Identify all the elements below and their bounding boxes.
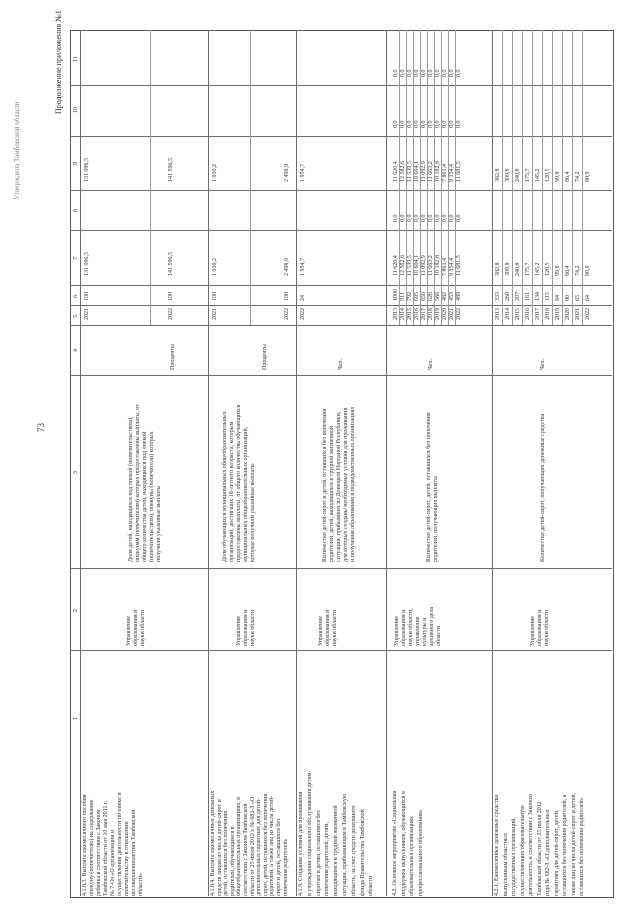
year-cell: 2021 (575, 308, 581, 320)
funding-regional-cell: 99,8 (555, 171, 561, 182)
funding-total-cell: 309,8 (505, 262, 511, 276)
measure-description: область, за счет средств резервного (350, 805, 357, 896)
measure-description: в учреждении социального обслуживания детям- (306, 770, 313, 896)
column-number: 9 (73, 162, 79, 165)
year-cell: 2015 (515, 308, 521, 320)
indicator-name: муниципальных общеобразовательных организаций, (243, 426, 249, 562)
funding-federal-cell: 0,0 (442, 214, 448, 222)
col-border (70, 650, 612, 651)
funding-regional-cell: 74,2 (575, 171, 581, 182)
funding-other-cell: 0,0 (400, 69, 406, 77)
year-cell: 2017 (421, 308, 427, 320)
indicator-name: получили указанные выплаты (156, 485, 162, 562)
subrow-border (512, 30, 513, 325)
funding-total-cell: 240,8 (515, 262, 521, 276)
measure-description: сирот и детей, оставшихся без (276, 818, 282, 896)
year-cell: 2021 (84, 308, 90, 320)
funding-federal-cell: 0,0 (393, 214, 399, 222)
year-cell: 2020 (565, 308, 571, 320)
indicator-name: общего количества детей, находящихся под опекой (142, 431, 148, 562)
funding-other-cell: 0,0 (456, 69, 462, 77)
unit-of-measure: Проценты (170, 343, 176, 370)
funding-federal-cell: 0,0 (407, 214, 413, 222)
indicator-value-cell: 792 (407, 292, 413, 301)
column-number: 3 (73, 471, 79, 474)
indicator-value-cell: 100 (168, 292, 174, 301)
indicator-name: Количество детей-сирот и детей, оставшихся без попечения (322, 408, 328, 562)
funding-total-cell: 1 030,2 (212, 258, 218, 276)
col-border (70, 305, 612, 306)
funding-total-cell: 11 663,2 (428, 255, 434, 276)
funding-total-cell: 11 092,9 (421, 255, 427, 276)
responsible-executor: образования и (537, 609, 543, 646)
funding-federal-cell: 0,0 (421, 214, 427, 222)
funding-federal-cell: 0,0 (435, 214, 441, 222)
funding-local-cell: 0,0 (428, 120, 434, 128)
indicator-value-cell: 65 (575, 295, 581, 301)
funding-total-cell: 12 582,6 (400, 255, 406, 276)
row-border (80, 30, 81, 896)
year-cell: 2013 (495, 308, 501, 320)
measure-description: образовательных организациях (409, 816, 415, 896)
funding-other-cell: 0,0 (435, 69, 441, 77)
measure-description: профессионального образования» (417, 809, 424, 896)
funding-other-cell: 0,0 (428, 69, 434, 77)
measure-description: 4.1.8.3. Выплата ежемесячного пособия (82, 794, 88, 896)
responsible-executor: Управление (318, 615, 324, 646)
indicator-name: и получения образования в подведомственных организациях (350, 406, 356, 562)
responsible-executor: науки области (140, 609, 146, 646)
indicator-name: опекунам (попечителям) которых предоставлены выплаты, от (135, 404, 141, 562)
responsible-executor: образования и (133, 609, 139, 646)
measure-description: выпускникам областных (502, 833, 509, 896)
indicator-name: (попечительством), опекуны (попечители) которых (149, 431, 155, 562)
funding-regional-cell: 11 620,4 (393, 161, 399, 182)
measure-description: сирот, детей, оставшихся без попечения (262, 793, 269, 896)
funding-regional-cell: 1 030,2 (212, 164, 218, 182)
funding-regional-cell: 11 681,5 (456, 161, 462, 182)
year-cell: 2020 (442, 308, 448, 320)
year-cell: 2019 (555, 308, 561, 320)
year-cell: 2021 (212, 308, 218, 320)
measure-description: также лиц из числа детей-сирот и детей, (570, 792, 577, 896)
funding-local-cell: 0,0 (393, 120, 399, 128)
year-cell: 2016 (525, 308, 531, 320)
funding-federal-cell: 0,0 (449, 214, 455, 222)
funding-total-cell: 80,9 (585, 265, 591, 276)
indicator-value-cell: 453 (449, 292, 455, 301)
year-cell: 2022 (300, 308, 306, 320)
subrow-border (582, 30, 583, 325)
measure-description: родителей, обучающимся в (229, 826, 236, 896)
responsible-executor: образования и (401, 609, 407, 646)
subrow-border (250, 30, 251, 325)
responsible-executor: науки области, (408, 608, 414, 646)
indicator-value-cell: 100 (84, 292, 90, 301)
page-number: 73 (36, 423, 46, 432)
measure-description: детей, оставшихся без попечения (223, 810, 230, 896)
year-cell: 2014 (400, 308, 406, 320)
measure-description: поддержка выпускников, обучающихся в (400, 791, 407, 896)
column-number: 6 (73, 295, 79, 298)
indicator-name: ситуации, прибывших из Донецкой Народной Республики, (336, 411, 342, 562)
funding-total-cell: 131 096,5 (84, 252, 90, 276)
measure-description: дополнительных гарантиях для детей- (256, 798, 263, 896)
funding-total-cell: 7 861,4 (442, 258, 448, 276)
indicator-value-cell: 1000 (393, 289, 399, 301)
measure-description: родителей, а также лиц из числа детей- (269, 795, 276, 896)
responsible-executor: области (436, 625, 442, 646)
year-cell: 2016 (414, 308, 420, 320)
funding-local-cell: 0,0 (456, 120, 462, 128)
indicator-name: Количество детей-сирот, получающих денежные средства (540, 413, 546, 562)
funding-local-cell: 0,0 (435, 120, 441, 128)
measure-description: Тамбовской области от 25 июля 2012 (536, 801, 543, 896)
unit-of-measure: Чел. (338, 358, 344, 370)
indicator-name: родителей, получающих выплаты (433, 475, 439, 562)
column-number: 2 (73, 609, 79, 612)
funding-regional-cell: 120,5 (545, 168, 551, 182)
funding-local-cell: 0,0 (407, 120, 413, 128)
funding-other-cell: 0,0 (421, 69, 427, 77)
measure-description: попечения родителей» (282, 838, 289, 896)
measure-description: опекуну (попечителю) на содержание (89, 799, 95, 896)
column-number: 4 (73, 349, 79, 352)
measure-description: 4.2.1. Ежемесячные денежные средства (494, 795, 500, 896)
funding-regional-cell: 145,2 (535, 168, 541, 182)
measure-description: соответствии с Законом Тамбовской (243, 803, 249, 896)
measure-description: гарантиях для детей-сирот, детей, (553, 809, 560, 896)
indicator-value-cell: 100 (212, 292, 218, 301)
indicator-value-cell: 911 (400, 292, 406, 301)
year-cell: 2018 (545, 308, 551, 320)
indicator-value-cell: 482 (442, 292, 448, 301)
measure-description: области» (138, 872, 144, 896)
responsible-executor: культуры и (422, 617, 428, 646)
funding-regional-cell: 9 354,4 (449, 164, 455, 182)
funding-total-cell: 145,2 (535, 262, 541, 276)
funding-regional-cell: 80,9 (585, 171, 591, 182)
measure-description: попечительству в отношении (124, 821, 130, 896)
indicator-value-cell: 626 (428, 292, 434, 301)
year-cell: 2014 (505, 308, 511, 320)
indicator-value-cell: 260 (505, 292, 511, 301)
funding-regional-cell: 141 596,5 (168, 158, 174, 182)
funding-regional-cell: 11 663,2 (428, 161, 434, 182)
year-cell: 2022 (284, 308, 290, 320)
indicator-value-cell: 100 (284, 292, 290, 301)
funding-local-cell: 0,0 (442, 120, 448, 128)
funding-local-cell: 0,0 (449, 120, 455, 128)
year-cell: 2018 (428, 308, 434, 320)
funding-regional-cell: 1 954,7 (300, 164, 306, 182)
funding-total-cell: 86,4 (565, 265, 571, 276)
col-border (70, 230, 612, 231)
funding-regional-cell: 382,8 (495, 168, 501, 182)
indicator-value-cell: 24 (300, 295, 306, 301)
column-number: 8 (73, 209, 79, 212)
funding-federal-cell: 0,0 (414, 214, 420, 222)
funding-federal-cell: 0,0 (456, 214, 462, 222)
funding-total-cell: 2 498,9 (284, 258, 290, 276)
indicator-name: Доля детей, находящихся под опекой (попечительством), (128, 416, 134, 562)
col-border (70, 85, 612, 86)
indicator-value-cell: 333 (495, 292, 501, 301)
funding-regional-cell: 86,4 (565, 171, 571, 182)
column-number: 5 (73, 315, 79, 318)
responsible-executor: Управление (126, 615, 132, 646)
indicator-value-cell: 84 (555, 295, 561, 301)
measure-description: оставшихся без попечения родителей, а (562, 794, 568, 896)
row-border (296, 30, 297, 896)
year-cell: 2021 (449, 308, 455, 320)
indicator-name: родителей, детей, находящихся в трудной жизненной (329, 425, 335, 562)
measure-description: области от 25 июля 2012 г. № 682-З «О (249, 796, 256, 896)
indicator-value-cell: 489 (456, 292, 462, 301)
unit-of-measure: Чел. (428, 358, 434, 370)
responsible-executor: науки области (250, 609, 256, 646)
funding-local-cell: 0,0 (400, 120, 406, 128)
col-border (70, 136, 612, 137)
measure-description: несовершеннолетних Тамбовской (131, 809, 137, 896)
indicator-value-cell: 207 (515, 292, 521, 301)
indicator-name: предоставлены выплаты, от общего количества обучающихся (236, 404, 242, 562)
continuation-label: Продолжение приложения №1 (54, 10, 63, 114)
measure-description: ситуации, прибывающим в Тамбовскую (342, 793, 348, 896)
subrow-border (572, 30, 573, 325)
funding-total-cell: 74,2 (575, 265, 581, 276)
funding-other-cell: 0,0 (393, 69, 399, 77)
funding-federal-cell: 0,0 (400, 214, 406, 222)
funding-regional-cell: 11 092,9 (421, 161, 427, 182)
col-border (70, 285, 612, 286)
year-cell: 2019 (435, 308, 441, 320)
responsible-executor: Управление (530, 615, 536, 646)
indicator-name: которые получили указанные выплаты (250, 463, 256, 562)
funding-total-cell: 9 354,4 (449, 258, 455, 276)
funding-regional-cell: 240,8 (515, 168, 521, 182)
measure-description: 4.1.8.4. Выплата ежемесячных денежных (210, 790, 216, 896)
indicator-value-cell: 115 (545, 292, 551, 301)
subrow-border (150, 30, 151, 325)
year-cell: 2013 (393, 308, 399, 320)
measure-description: года № 682-З «О дополнительных (545, 809, 551, 896)
funding-local-cell: 0,0 (421, 120, 427, 128)
year-cell: 2022 (456, 308, 462, 320)
year-cell: 2015 (407, 308, 413, 320)
funding-regional-cell: 131 096,5 (84, 158, 90, 182)
column-number: 10 (73, 107, 79, 113)
measure-description: фонда Правительства Тамбовской (359, 809, 366, 896)
year-cell: 2022 (168, 308, 174, 320)
year-cell: 2017 (535, 308, 541, 320)
responsible-executor: управление (415, 616, 421, 646)
subrow-border (522, 30, 523, 325)
indicator-name: для которых созданы необходимые условия для проживания (343, 407, 349, 562)
funding-regional-cell: 11 539,5 (407, 161, 413, 182)
responsible-executor: науки области (544, 609, 550, 646)
responsible-executor: архивного дела (429, 606, 435, 646)
responsible-executor: образования и (243, 609, 249, 646)
measure-description: средств лицам из числа детей-сирот и (216, 799, 223, 896)
column-number: 1 (73, 717, 79, 720)
funding-federal-cell: 0,0 (428, 214, 434, 222)
unit-of-measure: Проценты (262, 343, 268, 370)
measure-description: № 7-Оз «О организации и (110, 829, 116, 896)
measure-description: деятельность, в соответствии с Законом (528, 794, 534, 896)
funding-regional-cell: 10 604,1 (414, 161, 420, 182)
year-cell: 2022 (585, 308, 591, 320)
measure-description: осуществляющих образовательную (519, 805, 526, 896)
measure-description: попечения родителей, детям, (324, 822, 331, 896)
col-border (70, 375, 612, 376)
measure-description: осуществлении деятельности по опеке и (117, 792, 123, 896)
funding-total-cell: 10 182,8 (435, 255, 441, 276)
indicator-name: Доля обучающихся муниципальных общеобразовательных (222, 411, 228, 562)
subrow-border (562, 30, 563, 325)
funding-total-cell: 11 681,5 (456, 255, 462, 276)
funding-other-cell: 0,0 (407, 69, 413, 77)
unit-of-measure: Чел. (540, 358, 546, 370)
funding-total-cell: 120,5 (545, 262, 551, 276)
funding-other-cell: 0,0 (414, 69, 420, 77)
indicator-name: Количество детей-сирот, детей, оставшихся без попечения (426, 412, 432, 562)
indicator-value-cell: 656 (421, 292, 427, 301)
measure-description: 4.2. Основное мероприятие «Социальная (392, 790, 398, 896)
column-number: 11 (73, 56, 79, 62)
funding-total-cell: 382,8 (495, 262, 501, 276)
row-border (492, 30, 493, 896)
indicator-name: организаций, достигших 18-летнего возраста, которым (229, 421, 235, 562)
measure-description: оставшихся без попечения родителей» (579, 797, 585, 896)
funding-regional-cell: 7 861,4 (442, 164, 448, 182)
measure-description: общеобразовательных организациях, в (236, 797, 243, 896)
measure-description: ребенка в соответствии с Законом (96, 809, 102, 896)
indicator-value-cell: 161 (525, 292, 531, 301)
funding-regional-cell: 175,7 (525, 168, 531, 182)
col-border (70, 190, 612, 191)
indicator-value-cell: 134 (535, 292, 541, 301)
column-number: 7 (73, 257, 79, 260)
funding-regional-cell: 309,8 (505, 168, 511, 182)
funding-other-cell: 0,0 (449, 69, 455, 77)
funding-total-cell: 175,7 (525, 262, 531, 276)
measure-description: области (368, 875, 375, 896)
funding-total-cell: 141 596,5 (168, 252, 174, 276)
row-border (386, 30, 387, 896)
funding-regional-cell: 12 582,6 (400, 161, 406, 182)
measure-description: Тамбовской области от 10 мая 2011 г. (103, 800, 109, 896)
indicator-value-cell: 80 (565, 295, 571, 301)
indicator-value-cell: 64 (585, 295, 591, 301)
funding-regional-cell: 2 498,9 (284, 164, 290, 182)
measure-description: 4.1.9. Создание условий для проживания (298, 791, 304, 896)
funding-total-cell: 11 539,5 (407, 255, 413, 276)
row-border (208, 30, 209, 896)
funding-total-cell: 11 620,4 (393, 255, 399, 276)
responsible-executor: Управление (394, 615, 400, 646)
responsible-executor: образования и (325, 609, 331, 646)
col-border (70, 568, 612, 569)
indicator-value-cell: 695 (414, 292, 420, 301)
subrow-border (502, 30, 503, 325)
measure-description: находящимся в трудной жизненной (333, 805, 340, 896)
funding-total-cell: 99,8 (555, 265, 561, 276)
measure-description: сиротам и детям, оставшимся без (315, 810, 322, 896)
subrow-border (542, 30, 543, 325)
funding-local-cell: 0,0 (414, 120, 420, 128)
subrow-border (552, 30, 553, 325)
funding-regional-cell: 10 182,8 (435, 161, 441, 182)
col-border (70, 325, 612, 326)
responsible-executor: Управление (236, 615, 242, 646)
funding-total-cell: 1 954,7 (300, 258, 306, 276)
funding-total-cell: 10 604,1 (414, 255, 420, 276)
top-edge-fragment: Утверждена Тамбовской области (13, 101, 21, 200)
indicator-value-cell: 566 (435, 292, 441, 301)
funding-other-cell: 0,0 (442, 69, 448, 77)
subrow-border (532, 30, 533, 325)
measure-description: государственных организаций, (511, 817, 517, 896)
responsible-executor: науки области (332, 609, 338, 646)
